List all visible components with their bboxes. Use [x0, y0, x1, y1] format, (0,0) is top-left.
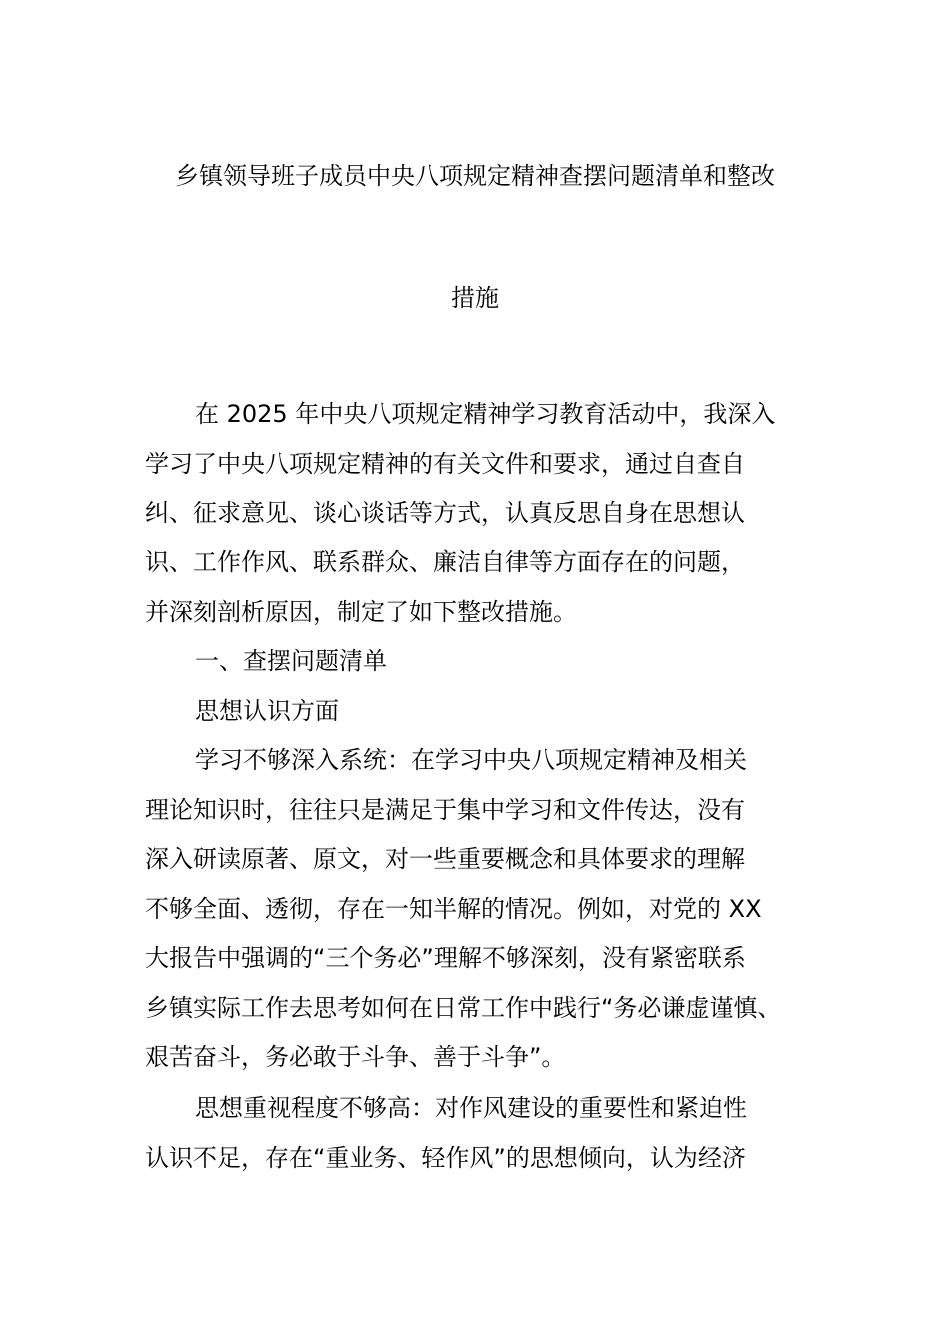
body-paragraph-line: 思想重视程度不够高：对作风建设的重要性和紧迫性: [195, 1094, 747, 1122]
intro-paragraph-line: 并深刻剖析原因，制定了如下整改措施。: [145, 598, 577, 626]
body-paragraph-line: 认识不足，存在“重业务、轻作风”的思想倾向，认为经济: [145, 1144, 746, 1172]
intro-paragraph-line: 在 2025 年中央八项规定精神学习教育活动中，我深入: [195, 400, 776, 428]
body-paragraph-line: 学习不够深入系统：在学习中央八项规定精神及相关: [195, 746, 747, 774]
body-paragraph-line: 理论知识时，往往只是满足于集中学习和文件传达，没有: [145, 796, 745, 824]
subsection-heading: 思想认识方面: [195, 697, 339, 725]
body-paragraph-line: 深入研读原著、原文，对一些重要概念和具体要求的理解: [145, 845, 745, 873]
intro-paragraph-line: 学习了中央八项规定精神的有关文件和要求，通过自查自: [145, 450, 745, 478]
document-title-line-2: 措施: [451, 284, 499, 312]
body-paragraph-line: 不够全面、透彻，存在一知半解的情况。例如，对党的 XX: [145, 895, 762, 923]
intro-paragraph-line: 纠、征求意见、谈心谈话等方式，认真反思自身在思想认: [145, 499, 745, 527]
body-paragraph-line: 乡镇实际工作去思考如何在日常工作中践行“务必谦虚谨慎、: [145, 994, 782, 1022]
section-heading: 一、查摆问题清单: [195, 647, 387, 675]
document-title-line-1: 乡镇领导班子成员中央八项规定精神查摆问题清单和整改: [175, 162, 775, 190]
body-paragraph-line: 大报告中强调的“三个务必”理解不够深刻，没有紧密联系: [145, 944, 746, 972]
body-paragraph-line: 艰苦奋斗，务必敢于斗争、善于斗争”。: [145, 1043, 566, 1071]
intro-paragraph-line: 识、工作作风、联系群众、廉洁自律等方面存在的问题，: [145, 548, 745, 576]
